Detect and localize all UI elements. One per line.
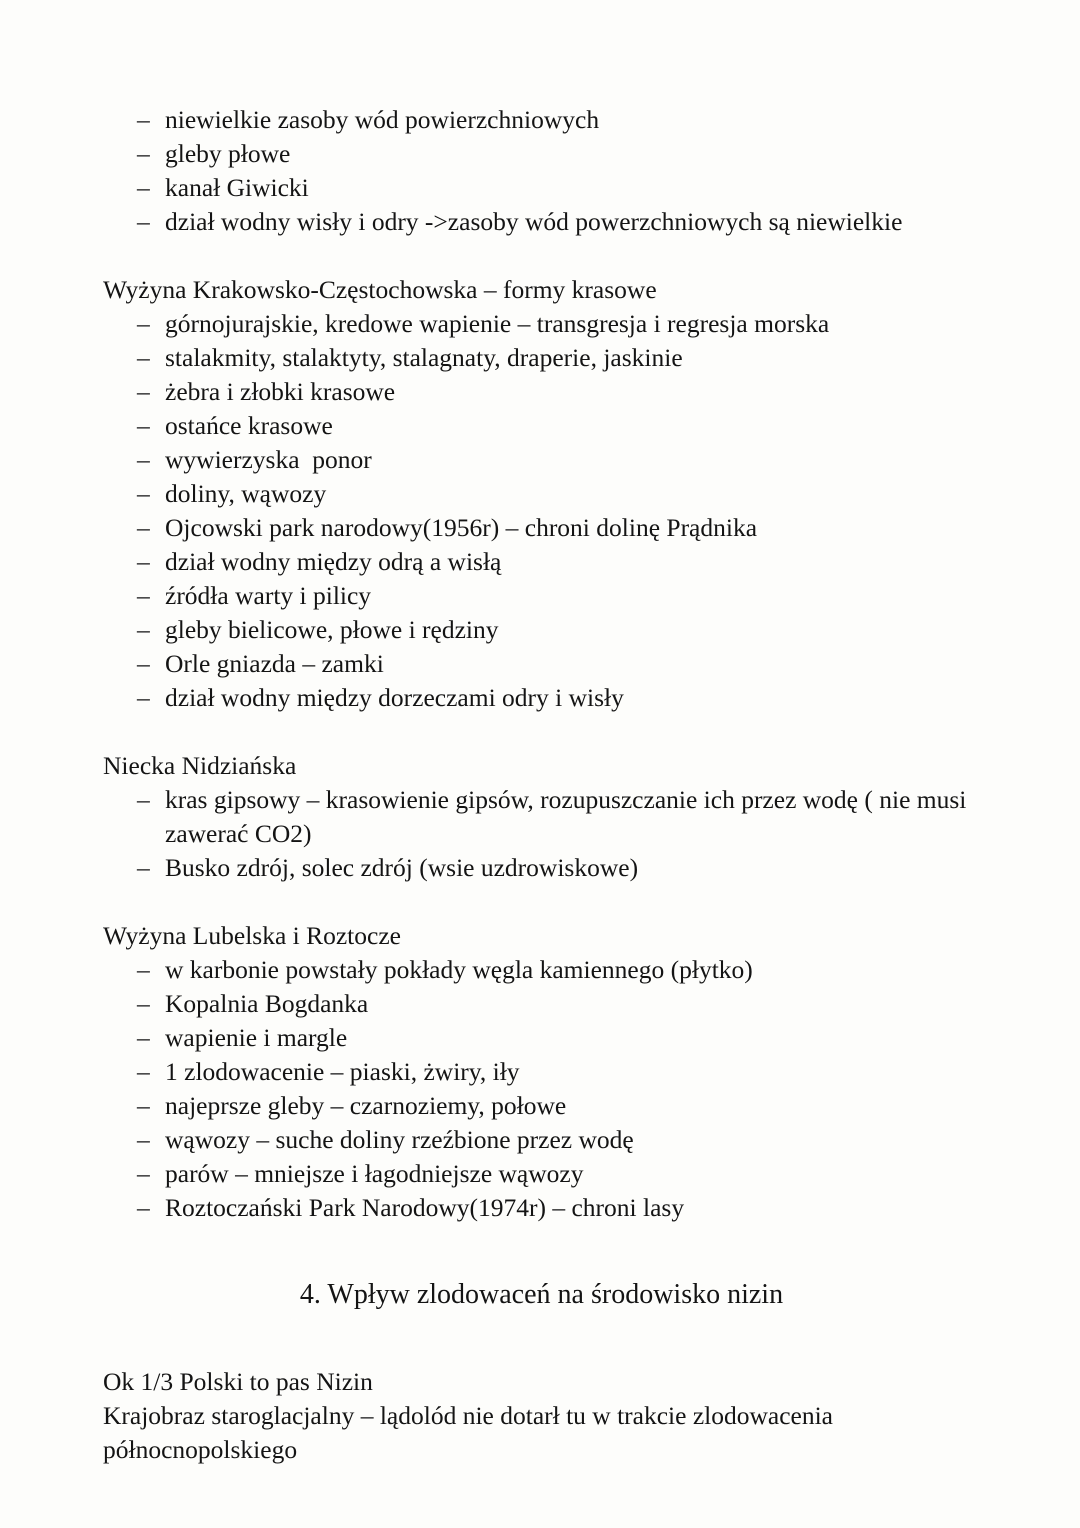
section-heading-krakowsko-czestochowska: Wyżyna Krakowsko-Częstochowska – formy krasowe bbox=[103, 275, 657, 304]
dash-bullet-icon: – bbox=[137, 309, 150, 338]
list-item bbox=[103, 579, 980, 613]
list-item bbox=[103, 647, 980, 681]
dash-bullet-icon: – bbox=[137, 1159, 150, 1188]
section-3-bullet-list bbox=[103, 953, 980, 1225]
section-heading-wyzyna-lubelska: Wyżyna Lubelska i Roztocze bbox=[103, 921, 401, 950]
list-item bbox=[103, 1191, 980, 1225]
dash-bullet-icon: – bbox=[137, 105, 150, 134]
list-item bbox=[103, 137, 980, 171]
list-item-text: doliny, wąwozy bbox=[165, 479, 327, 508]
list-item-text: kras gipsowy – krasowienie gipsów, rozupuszczanie ich przez wodę ( nie musi zawerać CO2) bbox=[165, 785, 967, 848]
list-item-text: Orle gniazda – zamki bbox=[165, 649, 384, 678]
dash-bullet-icon: – bbox=[137, 1091, 150, 1120]
dash-bullet-icon: – bbox=[137, 1057, 150, 1086]
dash-bullet-icon: – bbox=[137, 139, 150, 168]
dash-bullet-icon: – bbox=[137, 683, 150, 712]
list-item bbox=[103, 409, 980, 443]
list-item bbox=[103, 1123, 980, 1157]
closing-line-1: Ok 1/3 Polski to pas Nizin bbox=[103, 1367, 373, 1396]
list-item-text: Ojcowski park narodowy(1956r) – chroni dolinę Prądnika bbox=[165, 513, 758, 542]
list-item-text: kanał Giwicki bbox=[165, 173, 309, 202]
list-item-text: gleby bielicowe, płowe i rędziny bbox=[165, 615, 499, 644]
list-item-text: źródła warty i pilicy bbox=[165, 581, 372, 610]
list-item-text: najeprsze gleby – czarnoziemy, połowe bbox=[165, 1091, 567, 1120]
list-item bbox=[103, 307, 980, 341]
list-item bbox=[103, 851, 980, 885]
list-item-text: w karbonie powstały pokłady węgla kamiennego (płytko) bbox=[165, 955, 753, 984]
list-item-text: wąwozy – suche doliny rzeźbione przez wodę bbox=[165, 1125, 634, 1154]
spacer bbox=[103, 715, 980, 749]
list-item bbox=[103, 103, 980, 137]
list-item-text: Busko zdrój, solec zdrój (wsie uzdrowiskowe) bbox=[165, 853, 639, 882]
chapter-heading: 4. Wpływ zlodowaceń na środowisko nizin bbox=[299, 1279, 784, 1310]
list-item bbox=[103, 681, 980, 715]
dash-bullet-icon: – bbox=[137, 173, 150, 202]
dash-bullet-icon: – bbox=[137, 955, 150, 984]
list-item bbox=[103, 545, 980, 579]
list-item-text: dział wodny między odrą a wisłą bbox=[165, 547, 502, 576]
list-item bbox=[103, 1157, 980, 1191]
list-item-text: Roztoczański Park Narodowy(1974r) – chroni lasy bbox=[165, 1193, 685, 1222]
list-item-text: parów – mniejsze i łagodniejsze wąwozy bbox=[165, 1159, 584, 1188]
list-item bbox=[103, 1055, 980, 1089]
list-item-text: gleby płowe bbox=[165, 139, 291, 168]
dash-bullet-icon: – bbox=[137, 343, 150, 372]
dash-bullet-icon: – bbox=[137, 989, 150, 1018]
dash-bullet-icon: – bbox=[137, 581, 150, 610]
dash-bullet-icon: – bbox=[137, 513, 150, 542]
intro-bullet-list bbox=[103, 103, 980, 239]
spacer bbox=[103, 239, 980, 273]
list-item-text: 1 zlodowacenie – piaski, żwiry, iły bbox=[165, 1057, 520, 1086]
list-item bbox=[103, 477, 980, 511]
list-item bbox=[103, 443, 980, 477]
list-item bbox=[103, 205, 980, 239]
dash-bullet-icon: – bbox=[137, 853, 150, 882]
list-item-text: niewielkie zasoby wód powierzchniowych bbox=[165, 105, 600, 134]
list-item bbox=[103, 1021, 980, 1055]
list-item bbox=[103, 613, 980, 647]
list-item bbox=[103, 375, 980, 409]
list-item-text: górnojurajskie, kredowe wapienie – transgresja i regresja morska bbox=[165, 309, 830, 338]
list-item-text: Kopalnia Bogdanka bbox=[165, 989, 369, 1018]
dash-bullet-icon: – bbox=[137, 377, 150, 406]
section-2-bullet-list bbox=[103, 783, 980, 885]
list-item-text: dział wodny wisły i odry ->zasoby wód powerzchniowych są niewielkie bbox=[165, 207, 903, 236]
spacer bbox=[103, 1314, 980, 1348]
dash-bullet-icon: – bbox=[137, 1023, 150, 1052]
section-1-bullet-list bbox=[103, 307, 980, 715]
spacer bbox=[103, 1348, 980, 1365]
list-item-text: wywierzyska ponor bbox=[165, 445, 372, 474]
dash-bullet-icon: – bbox=[137, 547, 150, 576]
dash-bullet-icon: – bbox=[137, 479, 150, 508]
list-item bbox=[103, 341, 980, 375]
dash-bullet-icon: – bbox=[137, 411, 150, 440]
dash-bullet-icon: – bbox=[137, 445, 150, 474]
dash-bullet-icon: – bbox=[137, 1125, 150, 1154]
list-item-text: wapienie i margle bbox=[165, 1023, 348, 1052]
list-item-text: dział wodny między dorzeczami odry i wisły bbox=[165, 683, 624, 712]
dash-bullet-icon: – bbox=[137, 207, 150, 236]
spacer bbox=[103, 1259, 980, 1276]
spacer bbox=[103, 885, 980, 919]
list-item bbox=[103, 171, 980, 205]
list-item bbox=[103, 953, 980, 987]
list-item-text: żebra i złobki krasowe bbox=[165, 377, 396, 406]
dash-bullet-icon: – bbox=[137, 1193, 150, 1222]
section-heading-niecka-nidzianska: Niecka Nidziańska bbox=[103, 751, 297, 780]
list-item-text: stalakmity, stalaktyty, stalagnaty, draperie, jaskinie bbox=[165, 343, 683, 372]
list-item bbox=[103, 783, 980, 851]
dash-bullet-icon: – bbox=[137, 785, 150, 814]
dash-bullet-icon: – bbox=[137, 649, 150, 678]
closing-line-2: Krajobraz staroglacjalny – lądolód nie dotarł tu w trakcie zlodowacenia północnopolskiego bbox=[103, 1401, 833, 1464]
dash-bullet-icon: – bbox=[137, 615, 150, 644]
list-item bbox=[103, 511, 980, 545]
spacer bbox=[103, 1225, 980, 1259]
list-item-text: ostańce krasowe bbox=[165, 411, 333, 440]
list-item bbox=[103, 1089, 980, 1123]
list-item bbox=[103, 987, 980, 1021]
